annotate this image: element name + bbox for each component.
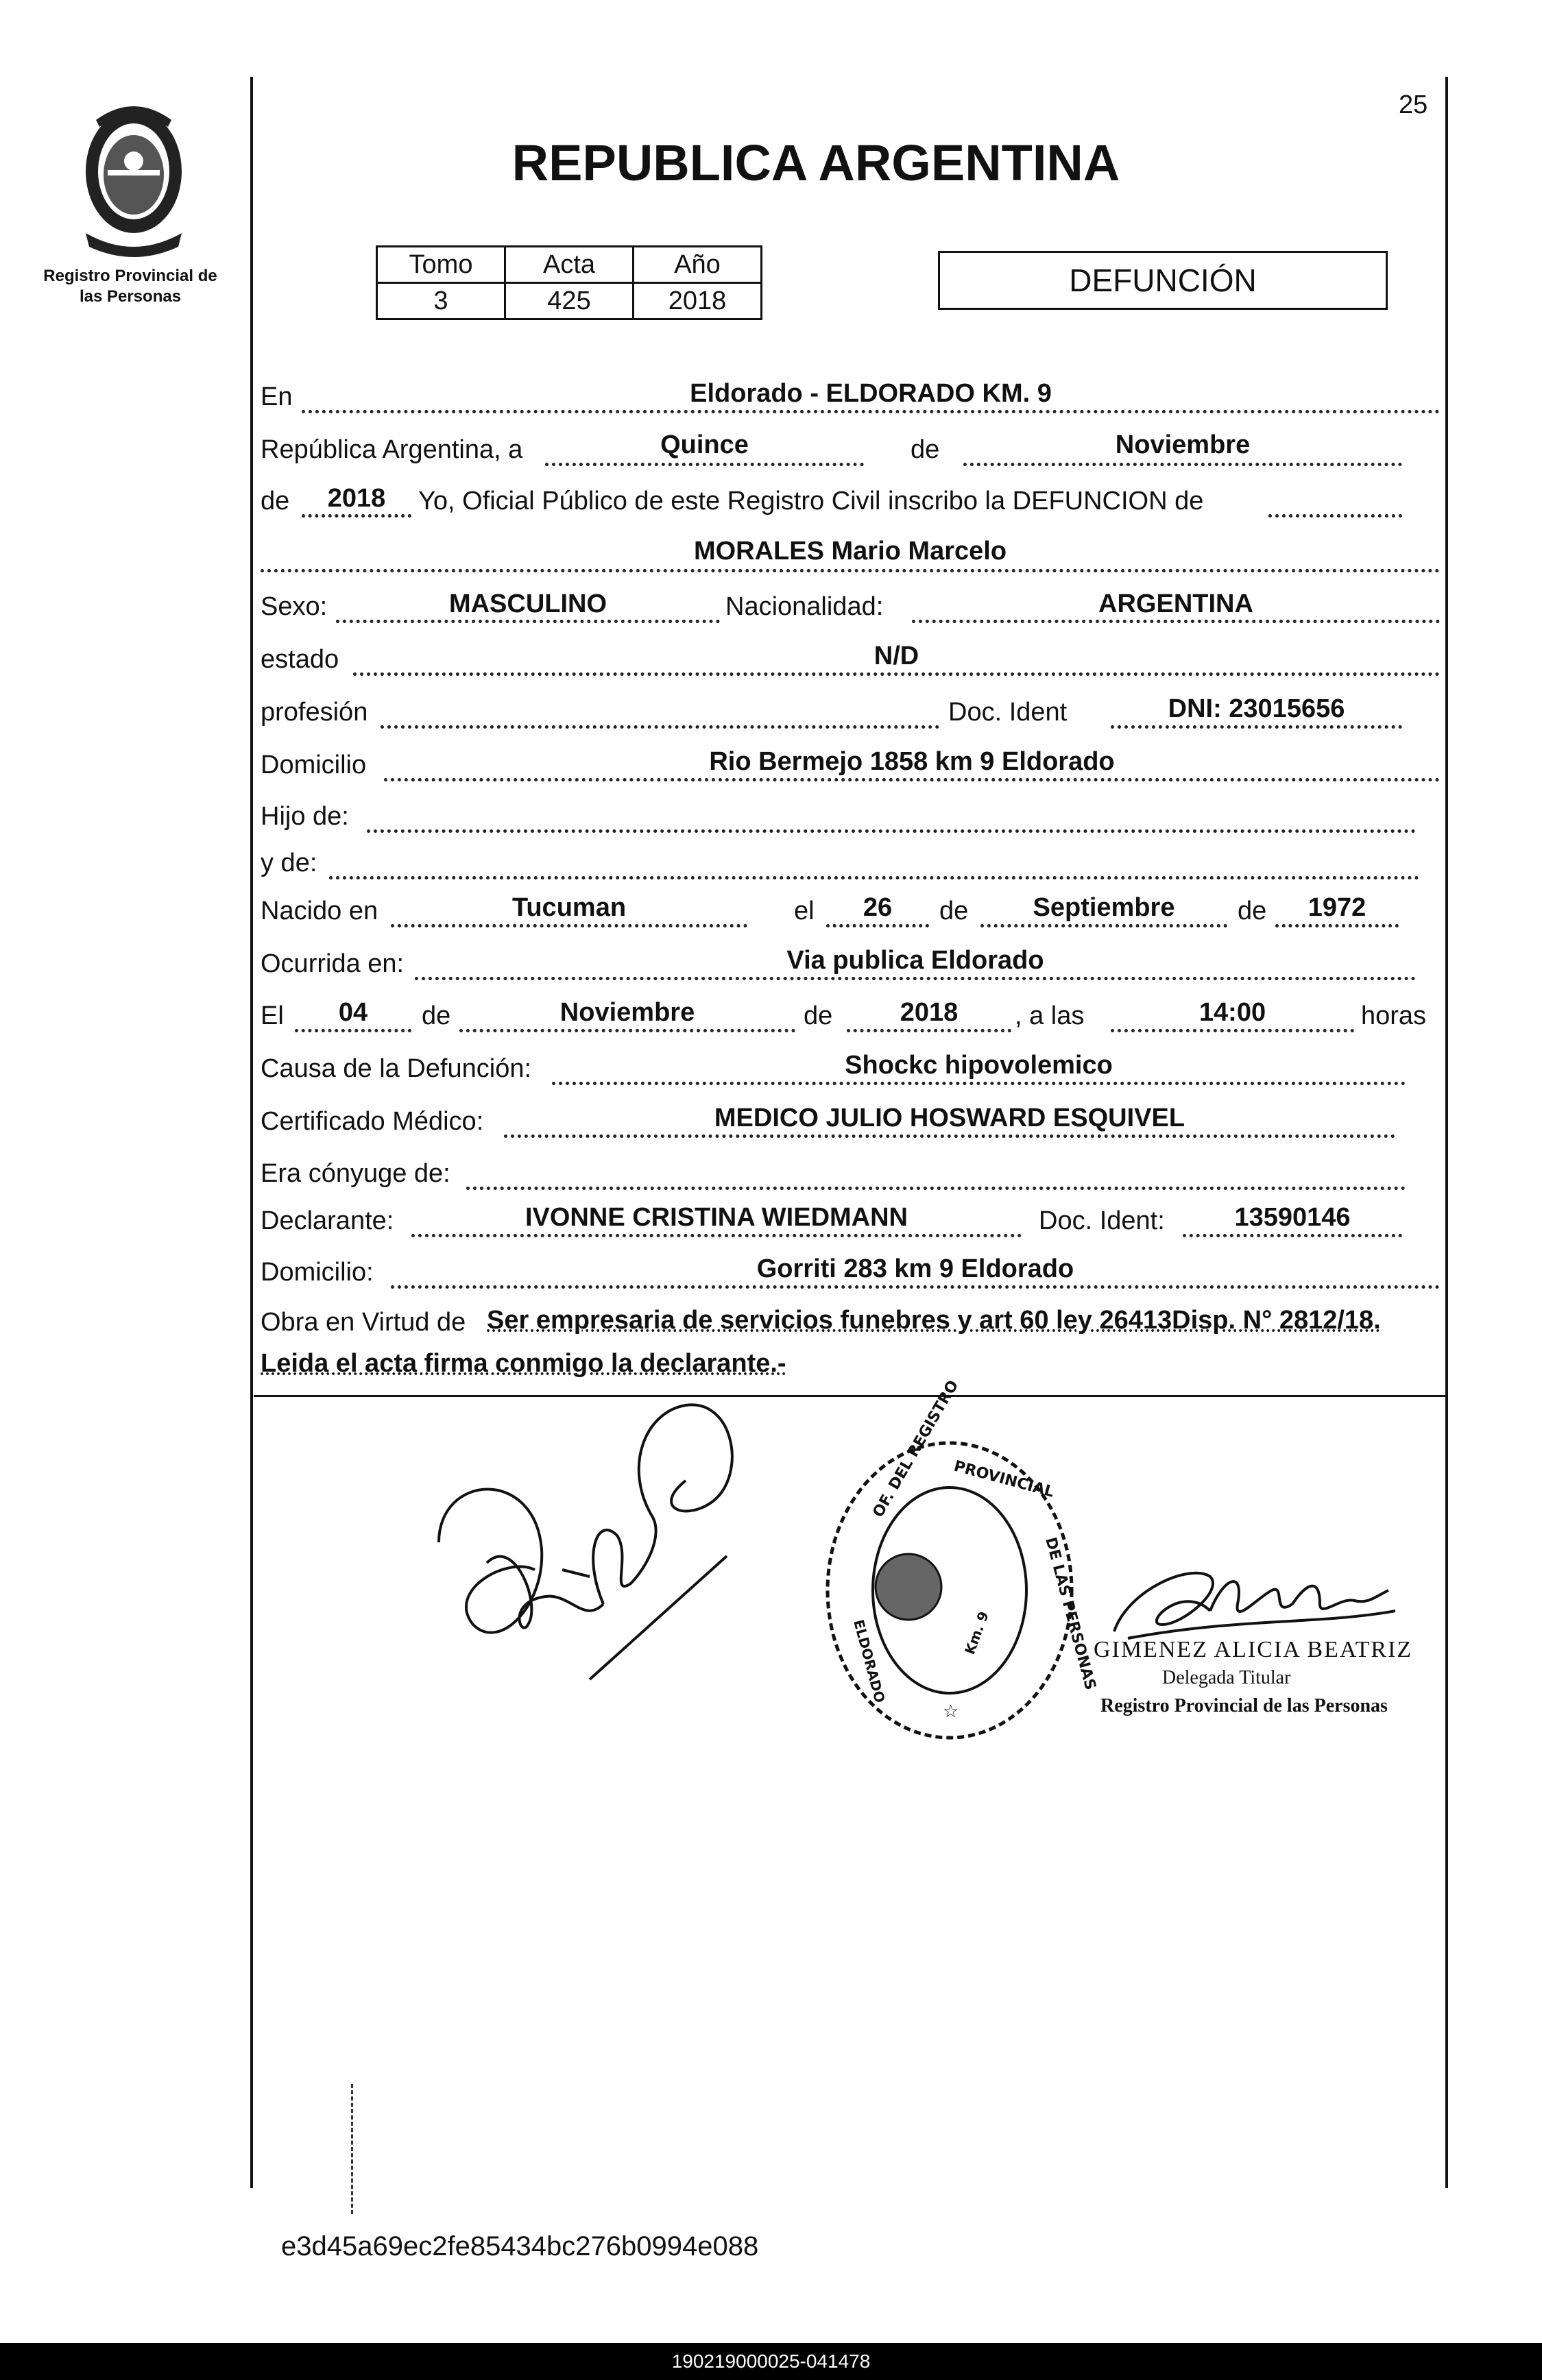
label-de: de <box>422 1001 451 1030</box>
dotted-line <box>415 977 1416 980</box>
label-El: El <box>261 1001 284 1030</box>
dotted-line <box>329 876 1419 879</box>
birthplace-value: Tucuman <box>511 893 627 922</box>
dotted-line <box>847 1029 1011 1032</box>
label-de: de <box>911 435 940 464</box>
declarant-name: IVONNE CRISTINA WIEDMANN <box>525 1203 908 1232</box>
dotted-line <box>391 924 747 927</box>
page-number: 25 <box>1399 90 1428 119</box>
page-title: REPUBLICA ARGENTINA <box>511 134 1120 191</box>
label-horas: horas <box>1361 1001 1427 1030</box>
table-header: Tomo <box>377 247 505 283</box>
dotted-line <box>1111 725 1402 729</box>
marital-status-value: N/D <box>874 642 919 670</box>
dotted-line <box>411 1234 1022 1237</box>
table-cell: 3 <box>377 283 505 319</box>
label-certificado: Certificado Médico: <box>261 1107 484 1136</box>
provincial-seal <box>65 96 202 260</box>
official-signature <box>1100 1535 1409 1652</box>
label-en: En <box>261 382 293 411</box>
dotted-line <box>504 1134 1395 1138</box>
dotted-line <box>367 829 1416 833</box>
official-role: Delegada Titular <box>1162 1667 1291 1688</box>
dotted-line <box>963 463 1402 466</box>
table-header: Acta <box>505 247 634 283</box>
label-domicilio-declarante: Domicilio: <box>261 1258 374 1287</box>
registry-line-1: Registro Provincial de <box>43 267 217 285</box>
month-value: Noviembre <box>1115 430 1251 459</box>
dotted-line <box>302 514 411 518</box>
svg-text:☆: ☆ <box>943 1701 959 1722</box>
dotted-line <box>826 924 929 927</box>
label-conyuge: Era cónyuge de: <box>261 1159 450 1188</box>
registry-line-2: las Personas <box>79 287 182 306</box>
official-office: Registro Provincial de las Personas <box>1100 1695 1388 1716</box>
label-a-las: , a las <box>1015 1001 1085 1030</box>
dotted-line <box>384 778 1440 781</box>
dotted-line <box>261 569 1440 572</box>
label-de: de <box>1238 897 1267 925</box>
svg-text:DE LAS PERSONAS: DE LAS PERSONAS <box>1041 1535 1099 1692</box>
fold-mark <box>351 2084 353 2214</box>
label-ocurrida-en: Ocurrida en: <box>261 949 405 978</box>
label-republica: República Argentina, a <box>261 435 523 464</box>
registry-name <box>27 266 233 307</box>
declarant-signature <box>425 1398 782 1686</box>
day-text-value: Quince <box>660 430 749 459</box>
table-header: Año <box>634 247 762 283</box>
dotted-line <box>1268 514 1402 518</box>
declarant-doc: 13590146 <box>1234 1203 1351 1232</box>
dotted-line <box>459 1029 795 1032</box>
dotted-line <box>302 410 1440 413</box>
death-hour-value: 14:00 <box>1198 998 1266 1027</box>
nationality-value: ARGENTINA <box>1098 590 1253 618</box>
label-estado: estado <box>261 645 339 674</box>
document-type-box: DEFUNCIÓN <box>938 251 1388 310</box>
death-month-value: Noviembre <box>559 998 695 1027</box>
registry-stamp <box>812 1377 1099 1751</box>
certificate-value: MEDICO JULIO HOSWARD ESQUIVEL <box>714 1104 1185 1132</box>
svg-text:PROVINCIAL: PROVINCIAL <box>952 1457 1056 1501</box>
label-de: de <box>804 1001 833 1030</box>
dotted-line <box>980 924 1227 927</box>
label-causa: Causa de la Defunción: <box>261 1054 532 1083</box>
dotted-line <box>336 620 720 623</box>
official-name: GIMENEZ ALICIA BEATRIZ <box>1094 1637 1413 1662</box>
dotted-line <box>552 1082 1406 1085</box>
table-cell: 2018 <box>634 283 762 319</box>
birth-year-value: 1972 <box>1308 893 1366 922</box>
dotted-line <box>391 1285 1440 1289</box>
cause-value: Shockc hipovolemico <box>845 1051 1113 1080</box>
dotted-line <box>353 672 1440 676</box>
death-place-value: Via publica Eldorado <box>786 946 1044 975</box>
read-signature-note: Leida el acta firma conmigo la declarante.- <box>261 1349 786 1378</box>
dotted-line <box>1275 924 1399 927</box>
obra-virtud-value: Ser empresaria de servicios funebres y art 60 ley 26413Disp. N° 2812/18. <box>487 1306 1381 1335</box>
label-domicilio: Domicilio <box>261 751 367 779</box>
label-y-de: y de: <box>261 849 317 877</box>
label-sexo: Sexo: <box>261 592 328 621</box>
document-hash: e3d45a69ec2fe85434bc276b0994e088 <box>281 2231 759 2261</box>
birth-month-value: Septiembre <box>1033 893 1175 922</box>
address-value: Rio Bermejo 1858 km 9 Eldorado <box>709 747 1115 776</box>
doc-ident-value: DNI: 23015656 <box>1168 694 1345 723</box>
footer-code: 190219000025-041478 <box>671 2351 871 2372</box>
reference-table <box>376 245 762 320</box>
dotted-line <box>1183 1234 1402 1237</box>
place-value: Eldorado - ELDORADO KM. 9 <box>690 379 1052 408</box>
label-doc-ident: Doc. Ident: <box>1039 1206 1165 1235</box>
svg-text:ELDORADO: ELDORADO <box>850 1618 889 1705</box>
label-hijo-de: Hijo de: <box>261 802 349 831</box>
label-el: el <box>794 897 815 925</box>
dotted-line <box>545 463 864 466</box>
left-margin-line <box>250 77 253 2188</box>
dotted-line <box>295 1029 411 1032</box>
label-nacionalidad: Nacionalidad: <box>725 592 884 621</box>
year-value: 2018 <box>327 484 386 513</box>
label-declarante: Declarante: <box>261 1206 394 1235</box>
label-nacido-en: Nacido en <box>261 897 378 925</box>
svg-text:Km. 9: Km. 9 <box>961 1609 992 1657</box>
svg-text:OF. DEL REGISTRO: OF. DEL REGISTRO <box>869 1377 963 1520</box>
dotted-line <box>912 620 1440 623</box>
label-yo: Yo, Oficial Público de este Registro Civil inscribo la DEFUNCION de <box>418 487 1204 515</box>
death-day-value: 04 <box>338 998 368 1027</box>
dotted-line <box>381 725 939 729</box>
footer-bar <box>0 2343 1542 2380</box>
label-de: de <box>939 897 969 925</box>
divider <box>254 1395 1447 1397</box>
death-year-value: 2018 <box>900 998 959 1027</box>
dotted-line <box>1111 1029 1354 1032</box>
label-doc-ident: Doc. Ident <box>948 698 1068 727</box>
sex-value: MASCULINO <box>448 590 607 618</box>
label-de: de <box>261 487 290 515</box>
birth-day-value: 26 <box>863 893 893 922</box>
right-margin-line <box>1445 77 1448 2188</box>
dotted-line <box>466 1187 1406 1190</box>
deceased-name: MORALES Mario Marcelo <box>693 537 1007 566</box>
label-profesion: profesión <box>261 698 368 727</box>
label-obra: Obra en Virtud de <box>261 1308 466 1337</box>
declarant-address: Gorriti 283 km 9 Eldorado <box>756 1254 1074 1283</box>
table-cell: 425 <box>505 283 634 319</box>
